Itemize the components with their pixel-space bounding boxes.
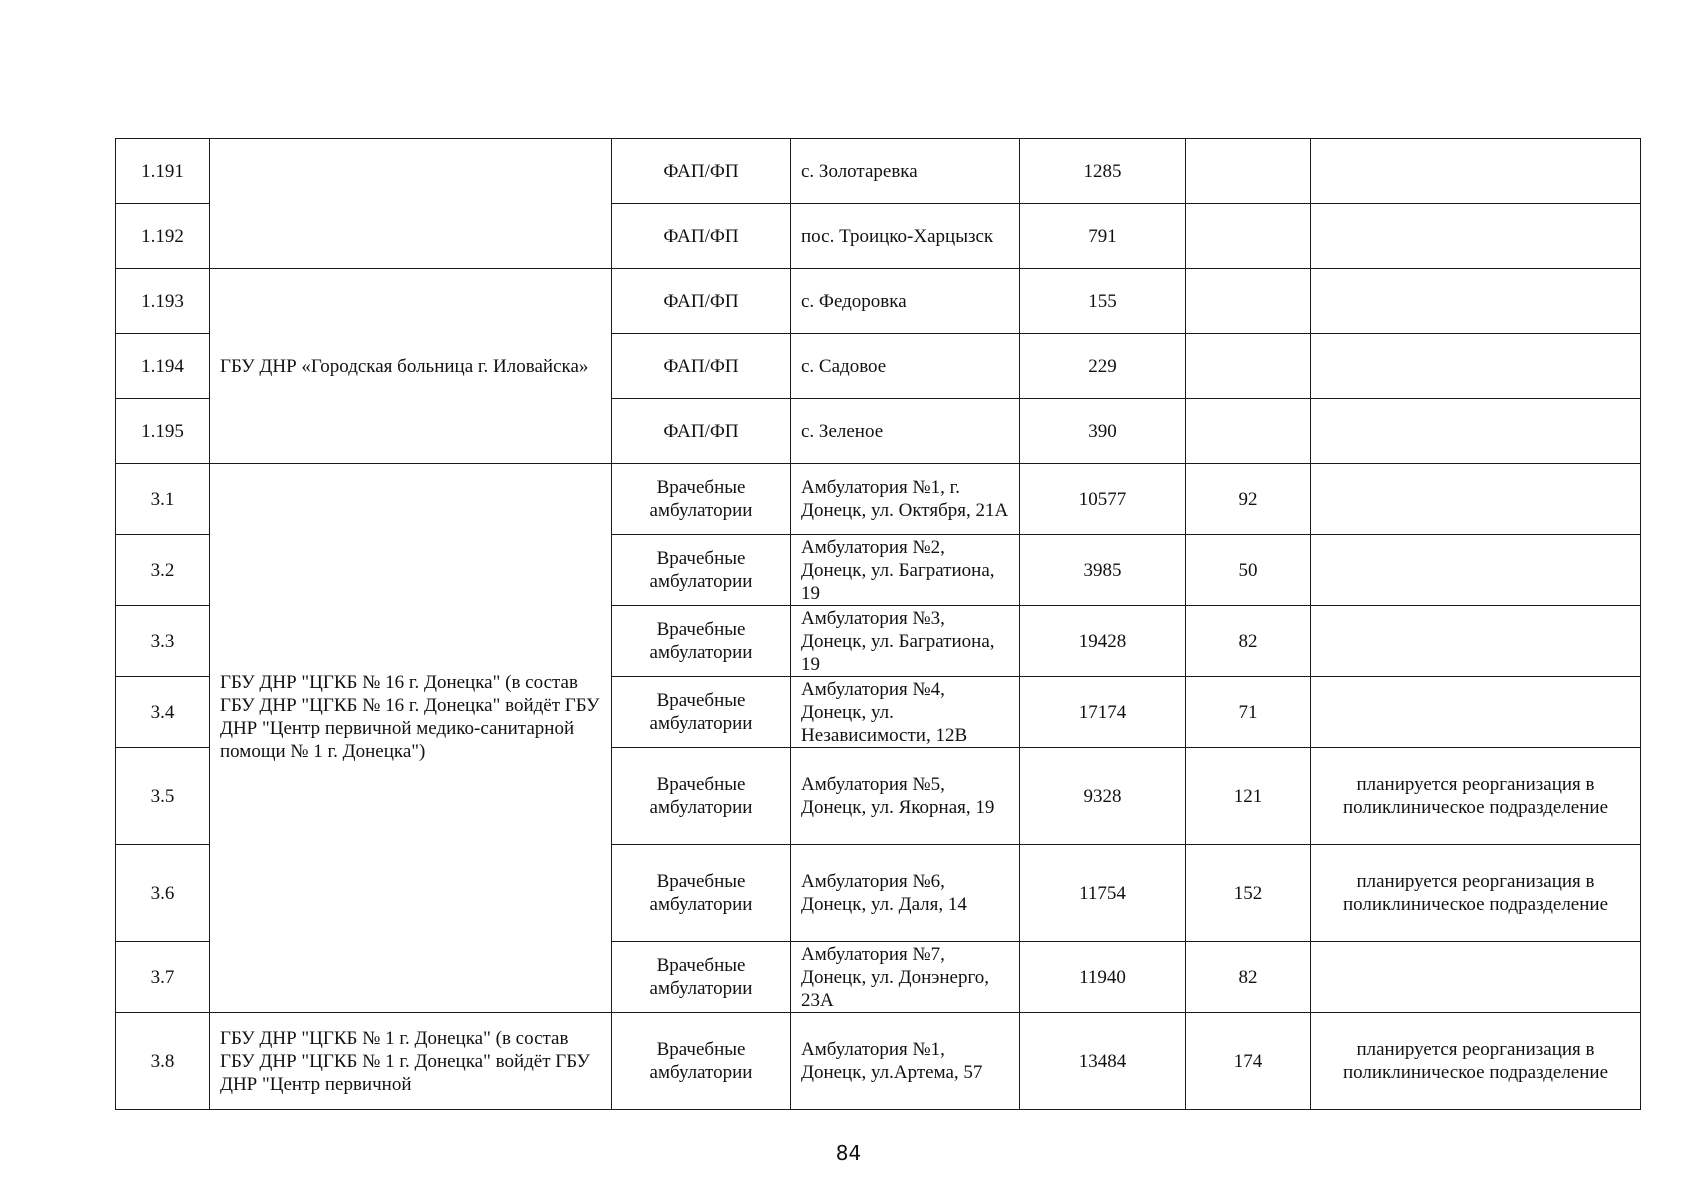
population-value: 1285 bbox=[1020, 139, 1186, 204]
row-number: 1.193 bbox=[116, 269, 210, 334]
table-row bbox=[116, 464, 1641, 535]
table-row bbox=[116, 1013, 1641, 1110]
row-number: 3.5 bbox=[116, 748, 210, 845]
note-cell bbox=[1311, 269, 1641, 334]
facility-type: ФАП/ФП bbox=[612, 204, 791, 269]
organization-name: ГБУ ДНР "ЦГКБ № 16 г. Донецка" (в состав ГБУ ДНР "ЦГКБ № 16 г. Донецка" войдёт ГБУ ДНР "Центр первичной медико-санитарной помощи № 1 г. Донецка") bbox=[210, 464, 612, 1013]
secondary-value: 152 bbox=[1186, 845, 1311, 942]
row-number: 1.191 bbox=[116, 139, 210, 204]
population-value: 229 bbox=[1020, 334, 1186, 399]
organization-name: ГБУ ДНР "ЦГКБ № 1 г. Донецка" (в состав ГБУ ДНР "ЦГКБ № 1 г. Донецка" войдёт ГБУ ДНР "Центр первичной bbox=[210, 1013, 612, 1110]
facility-address: с. Федоровка bbox=[791, 269, 1020, 334]
note-cell bbox=[1311, 535, 1641, 606]
row-number: 1.192 bbox=[116, 204, 210, 269]
note-cell: планируется реорганизация в поликлиническое подразделение bbox=[1311, 748, 1641, 845]
note-cell bbox=[1311, 399, 1641, 464]
facility-address: Амбулатория №2, Донецк, ул. Багратиона, 19 bbox=[791, 535, 1020, 606]
facility-type: Врачебные амбулатории bbox=[612, 535, 791, 606]
population-value: 11754 bbox=[1020, 845, 1186, 942]
facility-type: Врачебные амбулатории bbox=[612, 845, 791, 942]
row-number: 3.2 bbox=[116, 535, 210, 606]
note-cell bbox=[1311, 606, 1641, 677]
facility-type: Врачебные амбулатории bbox=[612, 677, 791, 748]
facility-address: Амбулатория №7, Донецк, ул. Донэнерго, 23А bbox=[791, 942, 1020, 1013]
row-number: 3.6 bbox=[116, 845, 210, 942]
facility-address: с. Золотаревка bbox=[791, 139, 1020, 204]
facility-type: Врачебные амбулатории bbox=[612, 464, 791, 535]
population-value: 13484 bbox=[1020, 1013, 1186, 1110]
table-row bbox=[116, 269, 1641, 334]
secondary-value: 92 bbox=[1186, 464, 1311, 535]
facility-type: ФАП/ФП bbox=[612, 399, 791, 464]
note-cell: планируется реорганизация в поликлиническое подразделение bbox=[1311, 845, 1641, 942]
secondary-value: 50 bbox=[1186, 535, 1311, 606]
secondary-value: 174 bbox=[1186, 1013, 1311, 1110]
facility-type: Врачебные амбулатории bbox=[612, 748, 791, 845]
page-number: 84 bbox=[835, 1141, 862, 1165]
population-value: 390 bbox=[1020, 399, 1186, 464]
secondary-value: 82 bbox=[1186, 942, 1311, 1013]
population-value: 10577 bbox=[1020, 464, 1186, 535]
population-value: 11940 bbox=[1020, 942, 1186, 1013]
population-value: 9328 bbox=[1020, 748, 1186, 845]
facility-address: Амбулатория №5, Донецк, ул. Якорная, 19 bbox=[791, 748, 1020, 845]
row-number: 1.195 bbox=[116, 399, 210, 464]
facility-address: Амбулатория №3, Донецк, ул. Багратиона, 19 bbox=[791, 606, 1020, 677]
note-cell bbox=[1311, 139, 1641, 204]
row-number: 3.3 bbox=[116, 606, 210, 677]
population-value: 3985 bbox=[1020, 535, 1186, 606]
organization-cell bbox=[210, 139, 612, 269]
secondary-value: 82 bbox=[1186, 606, 1311, 677]
table-row bbox=[116, 139, 1641, 204]
facility-type: Врачебные амбулатории bbox=[612, 942, 791, 1013]
secondary-value bbox=[1186, 139, 1311, 204]
facility-address: пос. Троицко-Харцызск bbox=[791, 204, 1020, 269]
row-number: 3.4 bbox=[116, 677, 210, 748]
secondary-value bbox=[1186, 399, 1311, 464]
facility-type: Врачебные амбулатории bbox=[612, 1013, 791, 1110]
facility-address: с. Зеленое bbox=[791, 399, 1020, 464]
facility-type: ФАП/ФП bbox=[612, 334, 791, 399]
organization-name: ГБУ ДНР «Городская больница г. Иловайска» bbox=[210, 269, 612, 464]
row-number: 3.1 bbox=[116, 464, 210, 535]
facility-address: с. Садовое bbox=[791, 334, 1020, 399]
secondary-value: 71 bbox=[1186, 677, 1311, 748]
population-value: 17174 bbox=[1020, 677, 1186, 748]
facility-type: ФАП/ФП bbox=[612, 139, 791, 204]
note-cell bbox=[1311, 464, 1641, 535]
note-cell: планируется реорганизация в поликлиническое подразделение bbox=[1311, 1013, 1641, 1110]
population-value: 155 bbox=[1020, 269, 1186, 334]
facility-address: Амбулатория №4, Донецк, ул. Независимости, 12В bbox=[791, 677, 1020, 748]
note-cell bbox=[1311, 334, 1641, 399]
secondary-value bbox=[1186, 204, 1311, 269]
facility-address: Амбулатория №1, г. Донецк, ул. Октября, 21А bbox=[791, 464, 1020, 535]
secondary-value: 121 bbox=[1186, 748, 1311, 845]
facilities-table bbox=[115, 138, 1641, 1110]
facility-address: Амбулатория №6, Донецк, ул. Даля, 14 bbox=[791, 845, 1020, 942]
row-number: 3.8 bbox=[116, 1013, 210, 1110]
note-cell bbox=[1311, 677, 1641, 748]
row-number: 3.7 bbox=[116, 942, 210, 1013]
secondary-value bbox=[1186, 269, 1311, 334]
note-cell bbox=[1311, 204, 1641, 269]
population-value: 19428 bbox=[1020, 606, 1186, 677]
population-value: 791 bbox=[1020, 204, 1186, 269]
note-cell bbox=[1311, 942, 1641, 1013]
facility-type: Врачебные амбулатории bbox=[612, 606, 791, 677]
row-number: 1.194 bbox=[116, 334, 210, 399]
facility-address: Амбулатория №1, Донецк, ул.Артема, 57 bbox=[791, 1013, 1020, 1110]
secondary-value bbox=[1186, 334, 1311, 399]
facility-type: ФАП/ФП bbox=[612, 269, 791, 334]
